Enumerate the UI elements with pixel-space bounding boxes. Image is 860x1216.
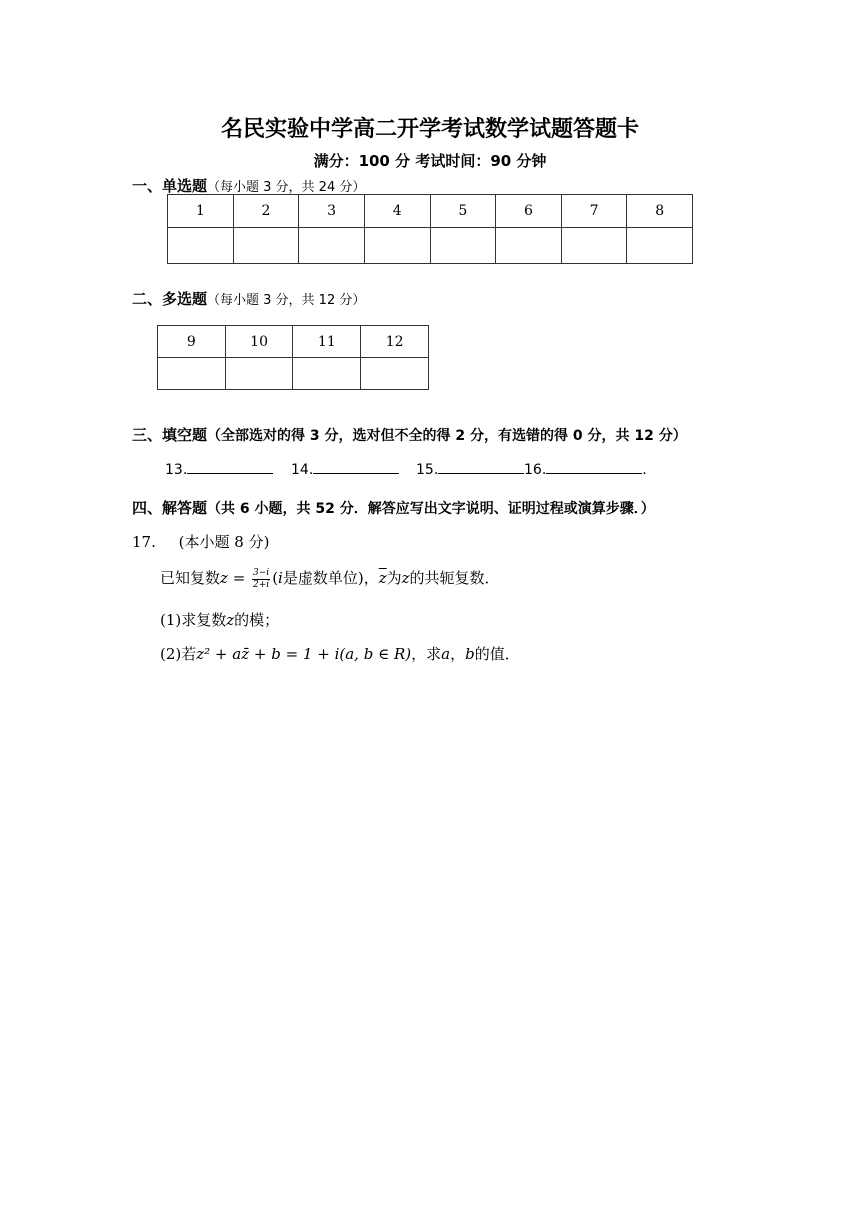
question-17-header xyxy=(132,531,269,552)
section-fill-blank-heading xyxy=(132,424,687,445)
question-points: (本小题 8 分) xyxy=(178,533,270,551)
stem-text: 已知复数 xyxy=(160,569,221,587)
math-var: a xyxy=(441,645,451,663)
question-number: 6 xyxy=(496,195,562,228)
fraction-numerator: 3−i xyxy=(253,567,270,578)
part-text: ， xyxy=(450,645,466,663)
stem-text: ( xyxy=(272,569,279,587)
answer-blank[interactable] xyxy=(187,459,273,474)
math-var: b xyxy=(465,645,475,663)
section-title: 四、解答题 xyxy=(132,499,208,517)
section-note: （每小题 3 分，共 24 分） xyxy=(207,180,366,195)
blank-label: 16. xyxy=(524,462,547,478)
math-expression: z² + az̄ + b = 1 + i(a, b ∈ R) xyxy=(196,645,412,663)
question-number: 12 xyxy=(361,326,429,358)
answer-cell[interactable] xyxy=(364,228,430,264)
question-number: 17. xyxy=(132,533,156,551)
section-title: 二、多选题 xyxy=(132,290,208,308)
answer-cell[interactable] xyxy=(299,228,365,264)
answer-cell[interactable] xyxy=(158,358,226,390)
math-equals: = xyxy=(227,569,251,587)
question-17-part-2 xyxy=(160,643,520,664)
blank-13 xyxy=(165,459,273,478)
section-note: （共 6 小题，共 52 分．解答应写出文字说明、证明过程或演算步骤．） xyxy=(207,501,655,517)
answer-blank[interactable] xyxy=(546,459,642,474)
section-single-choice-heading xyxy=(132,175,365,196)
question-17-stem xyxy=(160,563,500,593)
answer-cell[interactable] xyxy=(430,228,496,264)
question-number: 9 xyxy=(158,326,226,358)
question-number: 10 xyxy=(225,326,293,358)
math-var: z xyxy=(220,569,228,587)
question-number: 2 xyxy=(233,195,299,228)
stem-text: 的共轭复数． xyxy=(409,569,500,587)
question-number: 5 xyxy=(430,195,496,228)
question-number: 7 xyxy=(561,195,627,228)
end-mark: . xyxy=(642,462,647,478)
question-number: 3 xyxy=(299,195,365,228)
section-note: （每小题 3 分，共 12 分） xyxy=(207,293,366,308)
answer-cell[interactable] xyxy=(168,228,234,264)
answer-blank[interactable] xyxy=(313,459,399,474)
math-var: z xyxy=(401,569,410,587)
section-title: 三、填空题 xyxy=(132,426,208,444)
part-text: (2)若 xyxy=(160,645,197,663)
fraction-denominator: 2+i xyxy=(253,579,270,590)
page-title: 名民实验中学高二开学考试数学试题答题卡 xyxy=(220,117,639,142)
section-title: 一、单选题 xyxy=(132,177,208,195)
question-number: 4 xyxy=(364,195,430,228)
part-text: (1)求复数 xyxy=(160,611,227,629)
section-multi-choice-heading xyxy=(132,288,365,309)
question-number: 11 xyxy=(293,326,361,358)
multi-choice-answer-grid xyxy=(157,325,429,390)
part-text: 的模； xyxy=(234,611,280,629)
section-solution-heading xyxy=(132,497,655,518)
single-choice-answer-grid xyxy=(167,194,693,264)
answer-cell[interactable] xyxy=(561,228,627,264)
blank-15 xyxy=(416,459,524,478)
answer-cell[interactable] xyxy=(496,228,562,264)
blank-14 xyxy=(291,459,399,478)
answer-cell[interactable] xyxy=(293,358,361,390)
answer-cell[interactable] xyxy=(225,358,293,390)
question-17-part-1 xyxy=(160,609,279,630)
fraction xyxy=(252,568,270,591)
part-text: 的值． xyxy=(474,645,520,663)
blank-label: 14. xyxy=(291,462,314,478)
question-number: 1 xyxy=(168,195,234,228)
exam-info: 满分：100 分 考试时间：90 分钟 xyxy=(313,152,547,170)
blank-label: 13. xyxy=(165,462,188,478)
question-number: 8 xyxy=(627,195,693,228)
stem-text: 为 xyxy=(386,569,402,587)
math-var: z xyxy=(226,611,235,629)
stem-text: 是虚数单位)， xyxy=(282,569,379,587)
math-conjugate: $\overline{z}$ xyxy=(378,569,387,587)
blank-label: 15. xyxy=(416,462,439,478)
answer-cell[interactable] xyxy=(233,228,299,264)
answer-blank[interactable] xyxy=(438,459,524,474)
answer-cell[interactable] xyxy=(361,358,429,390)
section-note: （全部选对的得 3 分，选对但不全的得 2 分，有选错的得 0 分，共 12 分） xyxy=(207,428,687,444)
part-text: ，求 xyxy=(411,645,442,663)
answer-cell[interactable] xyxy=(627,228,693,264)
blank-16 xyxy=(524,459,647,478)
math-var: i xyxy=(278,569,283,587)
